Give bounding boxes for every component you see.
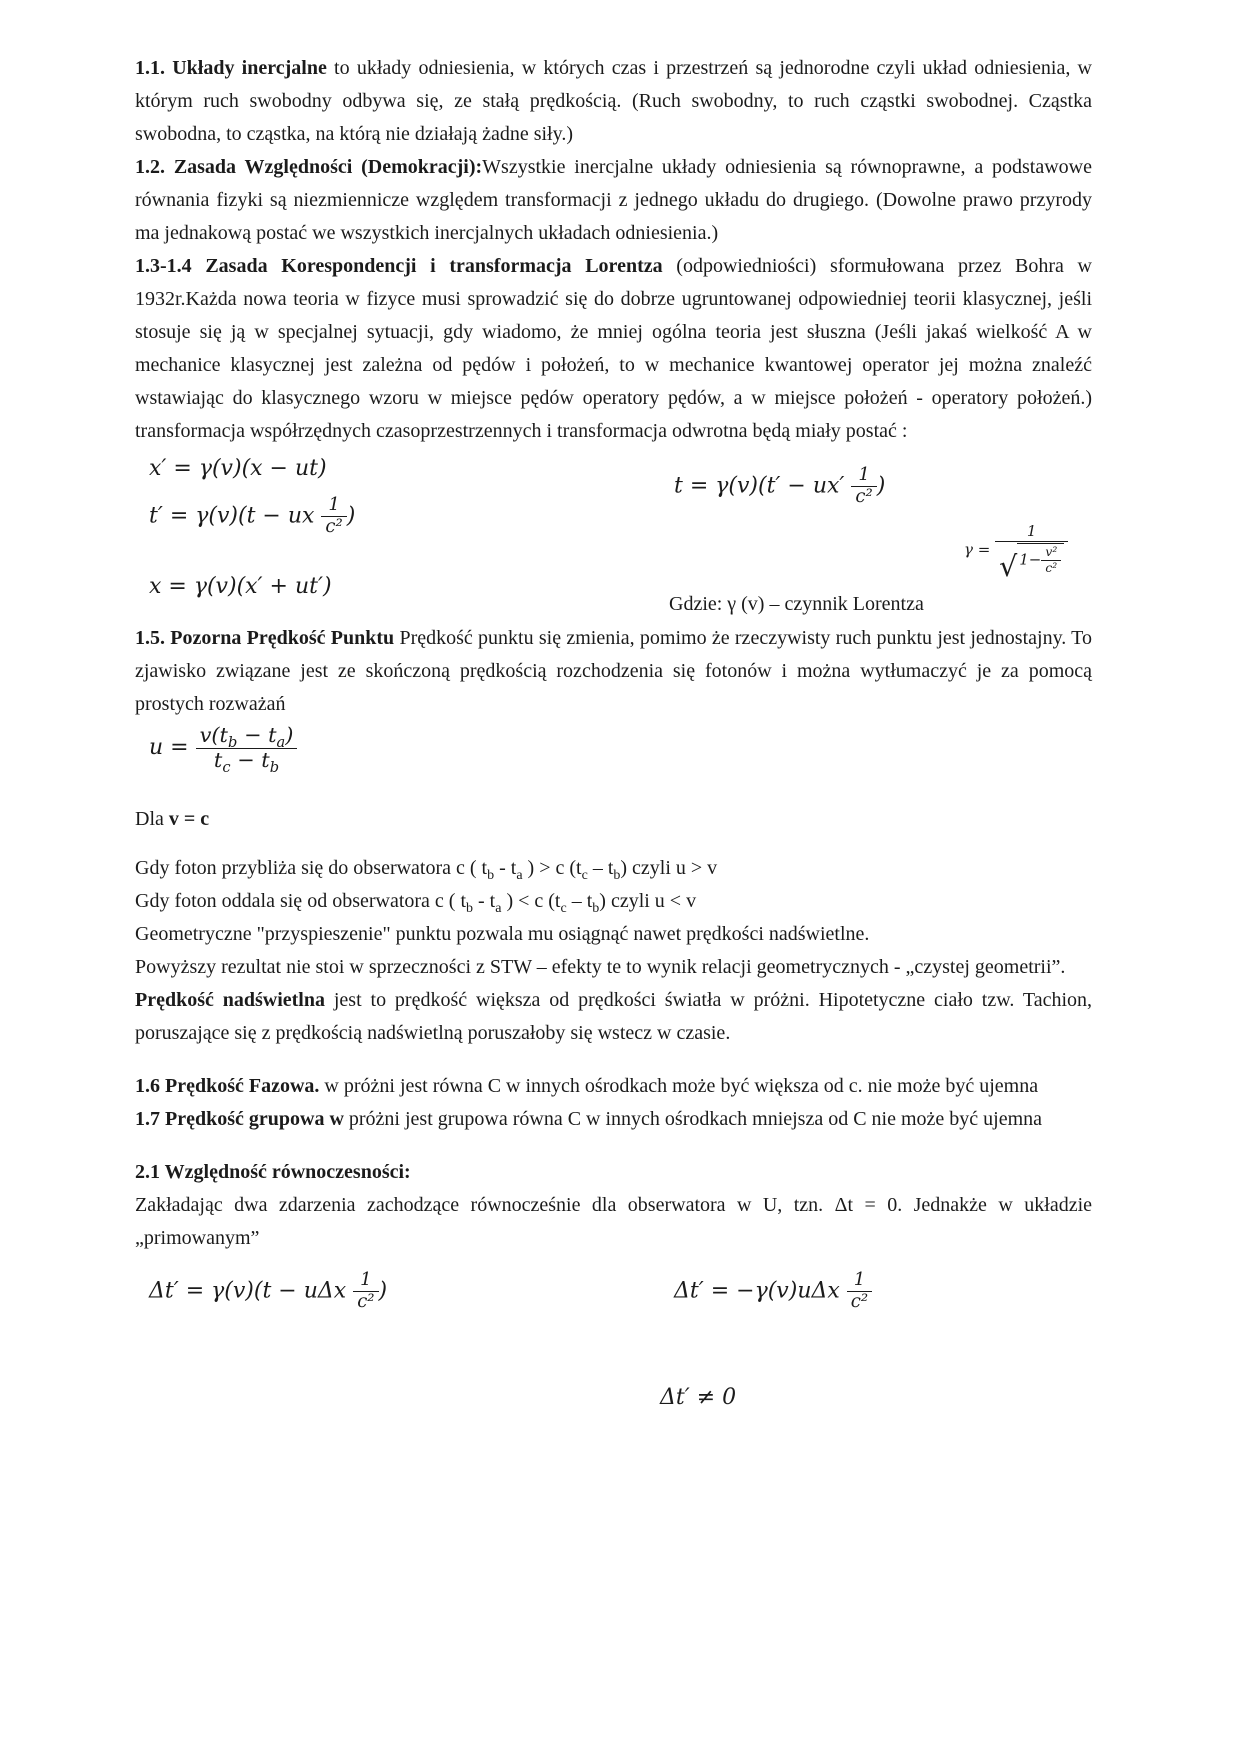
fraction-one-over-c2	[847, 1271, 872, 1312]
section-1-6-heading: 1.6 Prędkość Fazowa.	[135, 1075, 320, 1097]
gamma-fraction	[995, 522, 1068, 584]
u-numerator: $v(t_b - t_a)$	[196, 725, 298, 749]
section-1-2-heading: 1.2. Zasada Względności (Demokracji):	[135, 156, 483, 178]
dla-v-equals-c	[135, 803, 1092, 836]
section-1-7-heading: 1.7 Prędkość grupowa w	[135, 1108, 344, 1130]
section-2-1-text: Zakładając dwa zdarzenia zachodzące równocześnie dla obserwatora w U, tzn. Δt = 0. Jednakże w układzie „primowanym”	[135, 1194, 1092, 1249]
section-1-2	[135, 151, 1092, 250]
fraction-denominator: c²	[1045, 560, 1058, 575]
section-1-3-1-4	[135, 250, 1092, 448]
fraction-numerator: 1	[353, 1271, 378, 1292]
formula-delta-t-prime-1	[149, 1271, 387, 1312]
fraction-denominator: c²	[855, 485, 873, 507]
square-root	[999, 543, 1064, 584]
radical-sign: √	[999, 550, 1018, 584]
superluminal-text: jest to prędkość większa od prędkości światła w próżni. Hipotetyczne ciało tzw. Tachion, poruszające się z prędkością nadświetlną poruszałoby się wstecz w czasie.	[135, 989, 1093, 1044]
u-lhs: u =	[149, 735, 196, 761]
section-1-7	[135, 1103, 1092, 1136]
geometric-acceleration-line: Geometryczne "przyspieszenie" punktu pozwala mu osiągnąć nawet prędkości nadświetlne.	[135, 923, 870, 945]
formula-gamma-lorentz-factor	[964, 522, 1068, 584]
radicand	[1017, 543, 1064, 575]
section-2-1-heading	[135, 1156, 1092, 1189]
section-1-6	[135, 1070, 1092, 1103]
section-2-1-heading-text: 2.1 Względność równoczesności:	[135, 1161, 411, 1183]
phase-group-velocity-block	[135, 1070, 1092, 1136]
formula-t-prime-post: )	[346, 503, 356, 529]
section-1-7-text: próżni jest grupowa równa C w innych ośrodkach mniejsza od C nie może być ujemna	[343, 1108, 1043, 1130]
stw-consistency-paragraph: Powyższy rezultat nie stoi w sprzeczności z STW – efekty te to wynik relacji geometrycznych - „czystej geometrii”.	[135, 956, 1066, 978]
section-1-3-1-4-heading: 1.3-1.4 Zasada Korespondencji i transformacja Lorentza	[135, 255, 663, 277]
section-1-1-heading: 1.1. Układy inercjalne	[135, 57, 327, 79]
radicand-pre: 1−	[1019, 550, 1042, 569]
lorentz-factor-caption: Gdzie: γ (v) – czynnik Lorentza	[669, 593, 924, 615]
fraction-numerator: 1	[321, 496, 346, 517]
formula-t-prime-pre: t′ = γ(v)(t − ux	[149, 503, 322, 529]
section-1-1-text: to układy odniesienia, w których czas i przestrzeń są jednorodne czyli układ odniesienia, w którym ruch swobodny odbywa się, ze stałą prędkością. (Ruch swobodny, to ruch cząstki swobodnej. Cząstka swobodna, to cząstka, na którą nie działają żadne siły.)	[135, 57, 1092, 145]
u-formula	[149, 723, 297, 777]
section-1-3-1-4-text: (odpowiedniości) sformułowana przez Bohra w 1932r.Każda nowa teoria w fizyce musi sprowadzić się do dobrze ugruntowanej odpowiedniej teorii klasycznej, jeśli stosuje się ją w specjalnej sytuacji, gdy wiadomo, że mniej ogólna teoria jest słuszna (Jeśli jakaś wielkość A w mechanice klasycznej jest zależna od pędów i położeń, to w mechanice kwantowej operator jej można znaleźć wstawiając do klasycznego wzoru w miejsce pędów operatory pędów, a w miejsce położeń - operatory położeń.) transformacja współrzędnych czasoprzestrzennych i transformacja odwrotna będą miały postać :	[135, 255, 1093, 442]
fraction-v2-over-c2	[1041, 546, 1061, 575]
simultaneity-block	[135, 1156, 1092, 1255]
u-denominator: $t_c - t_b$	[213, 747, 280, 777]
gamma-numerator: 1	[995, 524, 1068, 542]
dla-bold: v = c	[168, 808, 210, 830]
dla-normal: Dla	[135, 808, 169, 830]
gamma-lhs: γ =	[964, 540, 991, 559]
formula-delta-t-not-zero: Δt′ ≠ 0	[660, 1385, 737, 1410]
delta1-post: )	[378, 1278, 388, 1304]
section-1-6-text: w próżni jest równa C w innych ośrodkach może być większa od c. nie może być ujemna	[319, 1075, 1039, 1097]
section-1-5-heading: 1.5. Pozorna Prędkość Punktu	[135, 627, 395, 649]
delta2-pre: Δt′ = −γ(v)uΔx	[674, 1278, 847, 1304]
formula-x-prime: x′ = γ(v)(x − ut)	[149, 456, 327, 481]
fraction-denominator: c²	[850, 1290, 869, 1312]
formula-x: x = γ(v)(x′ + ut′)	[149, 574, 332, 599]
fraction-numerator: v²	[1041, 546, 1061, 561]
photon-discussion	[135, 852, 1092, 1050]
lorentz-transformation-formulas	[135, 452, 1092, 622]
superluminal-heading: Prędkość nadświetlna	[135, 989, 325, 1011]
delta-t-formulas	[135, 1263, 1092, 1353]
gamma-denominator	[995, 542, 1068, 584]
formula-t-inverse	[674, 466, 885, 507]
superluminal-speed-paragraph	[135, 984, 1092, 1050]
fraction-denominator: c²	[325, 515, 343, 537]
delta1-pre: Δt′ = γ(v)(t − uΔx	[149, 1278, 354, 1304]
fraction-denominator: c²	[357, 1290, 375, 1312]
section-1-1	[135, 52, 1092, 151]
formula-t-prime	[149, 496, 355, 537]
fraction-numerator: 1	[851, 466, 876, 487]
u-fraction	[196, 723, 298, 777]
photon-approach-line: Gdy foton przybliża się do obserwatora c ( $t_b - t_a$ ) > c $(t_c - t_b)$ czyli u > v	[135, 857, 718, 883]
fraction-one-over-c2	[321, 496, 346, 537]
fraction-one-over-c2	[851, 466, 876, 507]
section-1-5-text: Prędkość punktu się zmienia, pomimo że rzeczywisty ruch punktu jest jednostajny. To zjawisko związane jest ze skończoną prędkością rozchodzenia się fotonów i można wytłumaczyć je za pomocą prostych rozważań	[135, 627, 1093, 715]
section-1-5	[135, 622, 1092, 721]
fraction-one-over-c2	[353, 1271, 378, 1312]
photon-recede-line: Gdy foton oddala się od obserwatora c ( $t_b - t_a$ ) < c $(t_c - t_b)$ czyli u < v	[135, 890, 697, 916]
formula-t-inverse-post: )	[876, 473, 886, 499]
section-1-2-text: Wszystkie inercjalne układy odniesienia są równoprawne, a podstawowe równania fizyki są niezmiennicze względem transformacji z jednego układu do drugiego. (Dowolne prawo przyrody ma jednakową postać we wszystkich inercjalnych układach odniesienia.)	[135, 156, 1092, 244]
formula-t-inverse-pre: t = γ(v)(t′ − ux′	[674, 473, 852, 499]
fraction-numerator: 1	[847, 1271, 872, 1292]
apparent-velocity-formula	[135, 725, 1092, 803]
formula-delta-t-prime-2	[674, 1271, 872, 1312]
